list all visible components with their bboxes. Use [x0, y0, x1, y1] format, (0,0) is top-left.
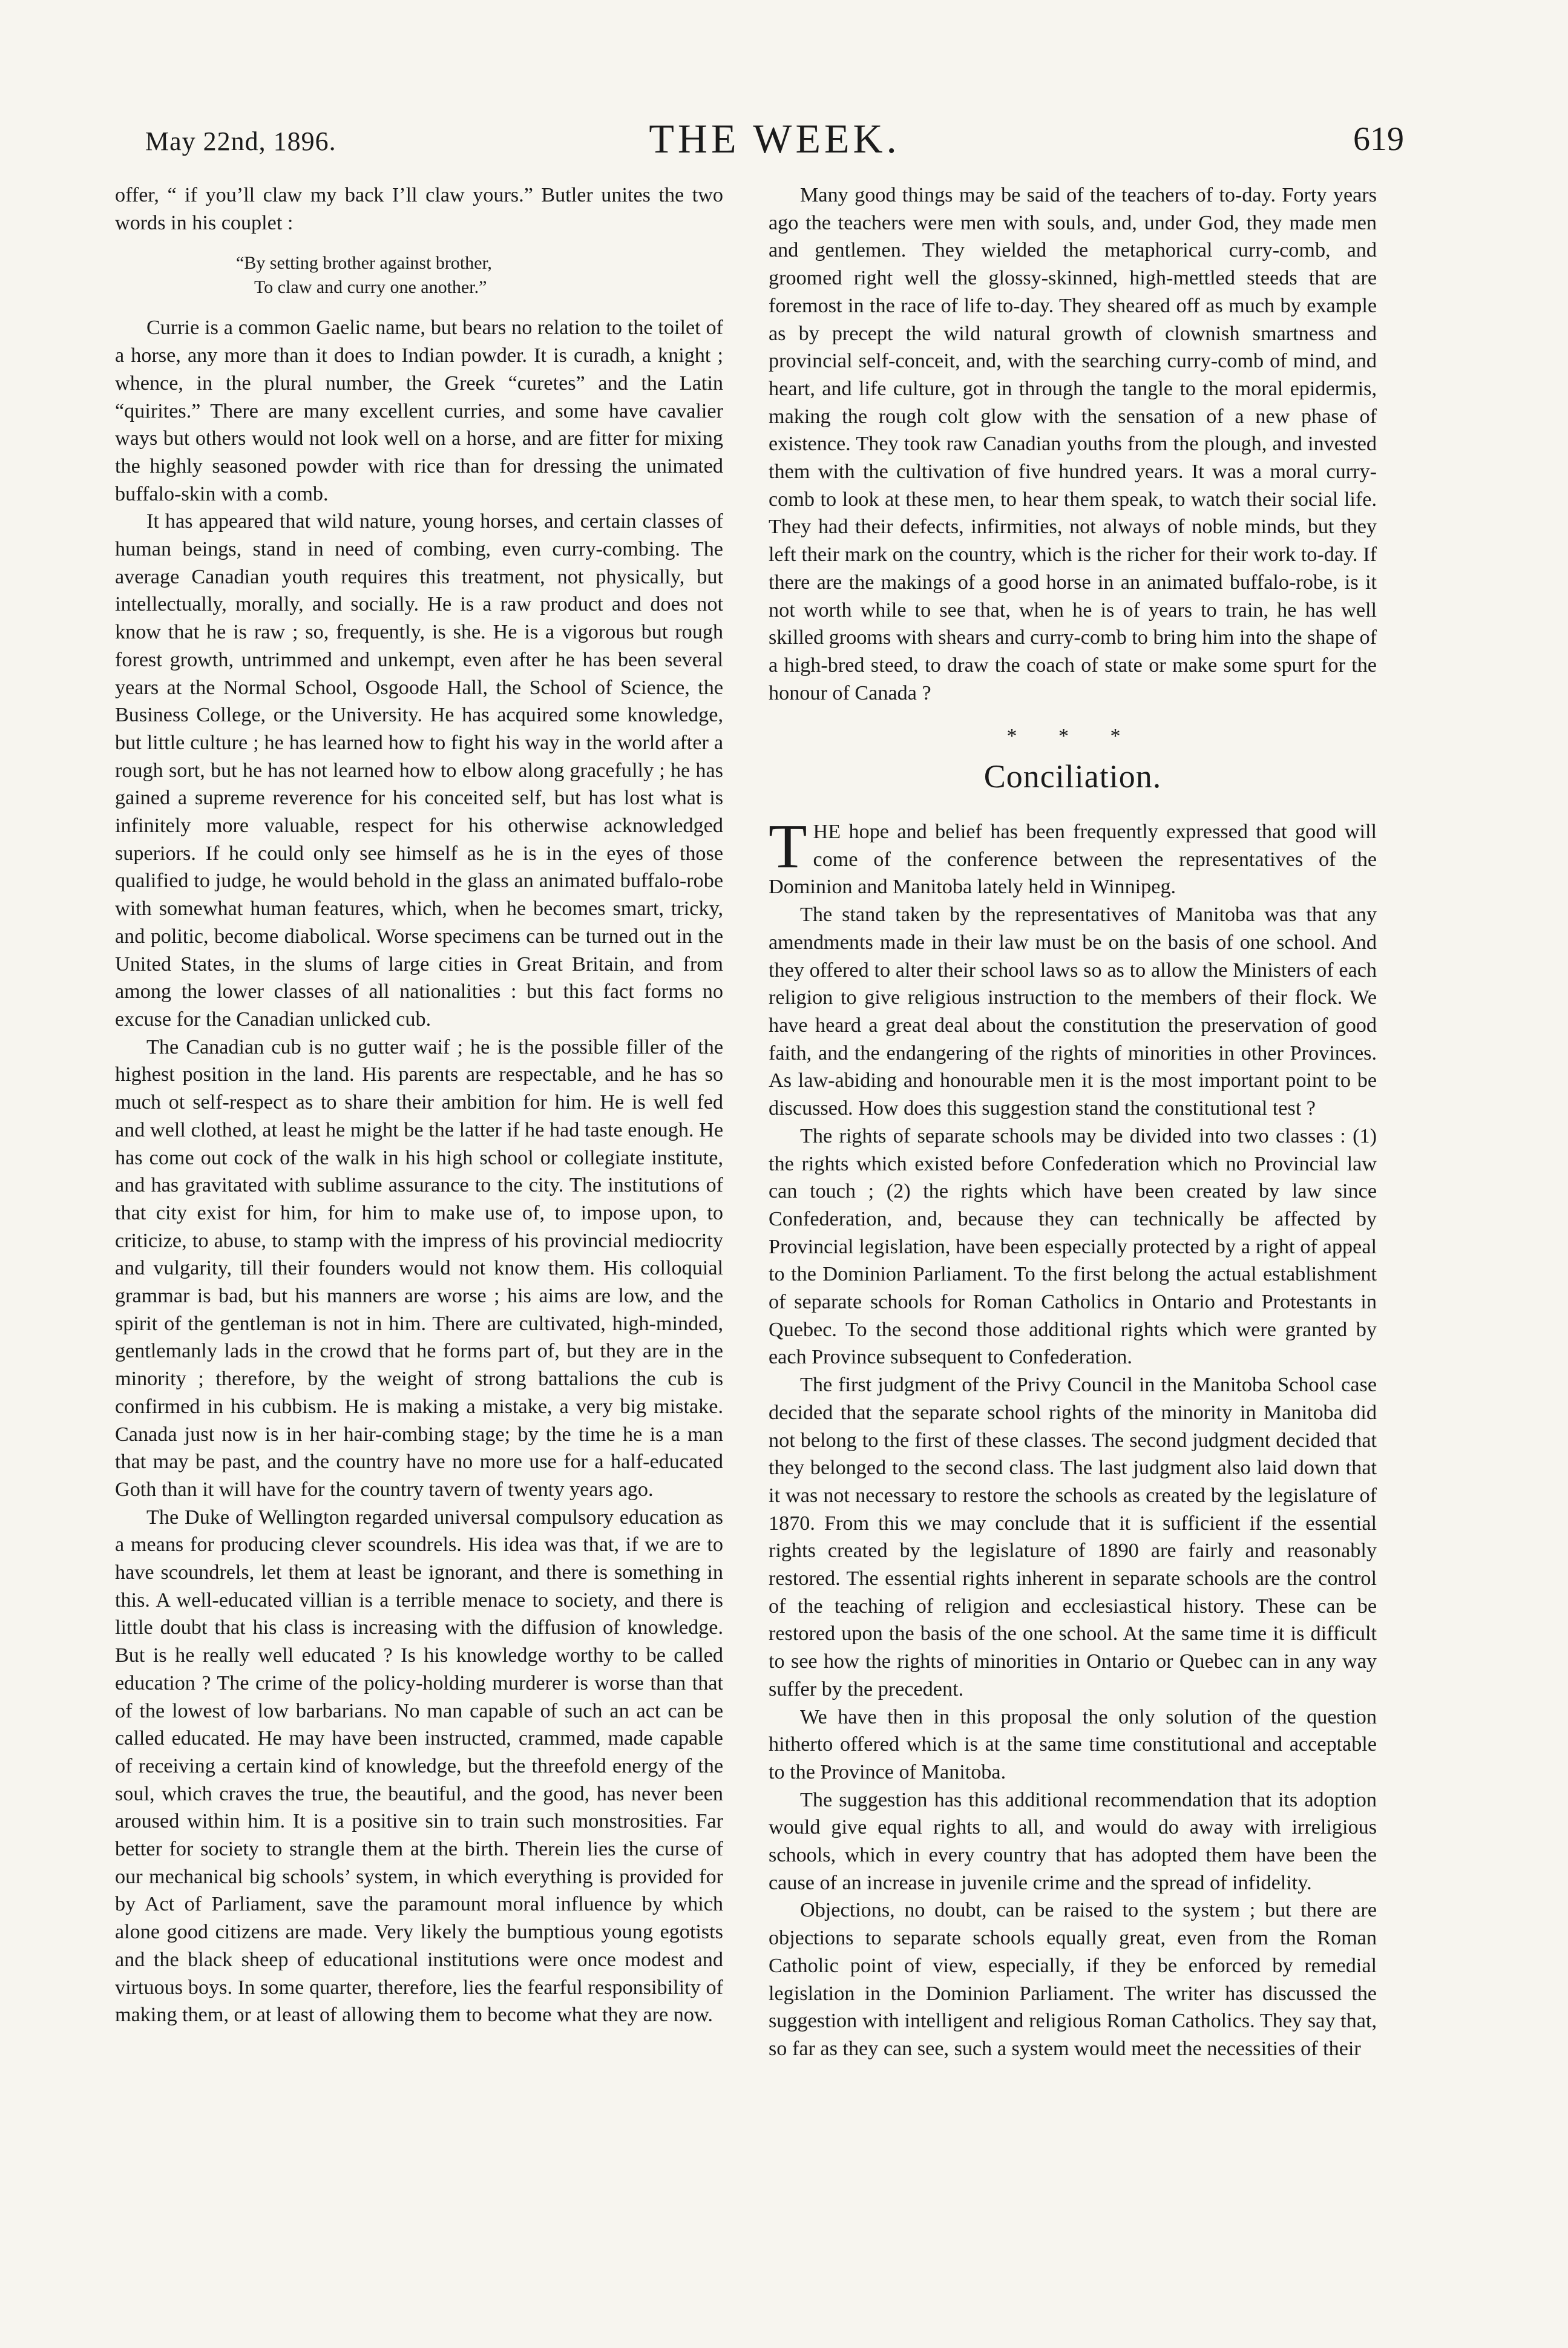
body-paragraph: Currie is a common Gaelic name, but bears no relation to the toilet of a horse, any more than it does to Indian powder. It is curadh, a knight ; whence, in the plural number, the Greek “curetes” and the Latin “quirites.” There are many excellent curries, and some have cavalier ways but others would not look well on a horse, and are fitter for mixing the highly seasoned powder with rice than for dressing the unimated buffalo-skin with a comb. — [115, 316, 723, 505]
body-paragraph: The Canadian cub is no gutter waif ; he is the possible filler of the highest position in the land. His parents are respectable, and he has so much ot self-respect as to share their ambition for him. He is well fed and well clothed, at least he might be the latter if he had taste enough. He has come out cock of the walk in his high school or collegiate institute, and has gravitated with sublime assurance to the city. The institutions of that city exist for him, for him to make use of, to impose upon, to criticize, to abuse, to stamp with the impress of his provincial mediocrity and vulgarity, till their founders would not know them. His colloquial grammar is bad, but his manners are worse ; his aims are low, and the spirit of the gentleman is not in him. There are cultivated, high-minded, gentlemanly lads in the crowd that he forms part of, but they are in the minority ; therefore, by the weight of strong battalions the cub is confirmed in his cubbism. He is making a mistake, a very big mistake. Canada just now is in her hair-combing stage; by the time he is a man that may be past, and the country have no more use for a half-educated Goth than it will have for the country tavern of twenty years ago. — [115, 1035, 723, 1501]
body-paragraph: It has appeared that wild nature, young horses, and certain classes of human beings, stand in need of combing, even curry-combing. The average Canadian youth requires this treatment, not physically, but intellectually, morally, and socially. He is a raw product and does not know that he is raw ; so, frequently, is she. He is a vigorous but rough forest growth, untrimmed and unkempt, even after he has been several years at the Normal School, Osgoode Hall, the School of Science, the Business College, or the University. He has acquired some knowledge, but little culture ; he has learned how to fight his way in the world after a rough sort, but he has not learned how to elbow along gracefully ; he has gained a supreme reverence for his conceited self, but has lost what is infinitely more valuable, respect for his otherwise acknowledged superiors. If he could only see himself as he is in the eyes of those qualified to judge, he would behold in the glass an animated buffalo-robe with somewhat human features, which, when he becomes smart, tricky, and politic, become diabolical. Worse specimens can be turned out in the United States, in the slums of large cities in Great Britain, and from among the lower classes of all nationalities : but this fact forms no excuse for the Canadian unlicked cub. — [115, 510, 723, 1031]
left-column — [115, 182, 723, 2029]
verse-line: “By setting brother against brother, — [236, 253, 492, 274]
drop-cap: T — [769, 812, 807, 882]
body-paragraph: The first judgment of the Privy Council in the Manitoba School case decided that the separate school rights of the minority in Manitoba did not belong to the first of these classes. The second judgment decided that they belonged to the second class. The last judgment also laid down that it was not necessary to restore the schools as created by the legislature of 1870. From this we may conclude that it is sufficient if the essential rights created by the legislature of 1890 are fairly and reasonably restored. The essential rights inherent in separate schools are the control of the teaching of religion and ecclesiastical history. These can be restored upon the basis of the one school. At the same time it is difficult to see how the rights of minorities in Ontario or Quebec can in any way suffer by the precedent. — [769, 1374, 1377, 1700]
body-paragraph: The Duke of Wellington regarded universal compulsory education as a means for producing clever scoundrels. His idea was that, if we are to have scoundrels, let them at least be ignorant, and there is something in this. A well-educated villian is a terrible menace to society, and there is little doubt that his class is increasing with the diffusion of knowledge. But is he really well educated ? Is his knowledge worthy to be called education ? The crime of the policy-holding murderer is worse than that of the lowest of low barbarians. No man capable of such an act can be called educated. He may have been instructed, crammed, made capable of receiving a certain kind of knowledge, but the threefold energy of the soul, which craves the true, the beautiful, and the good, has never been aroused within him. It is a positive sin to train such monstrosities. Far better for society to strangle them at the birth. Therein lies the curse of our mechanical big schools’ system, in which everything is provided for by Act of Parliament, save the paramount moral influence by which alone good citizens are made. Very likely the bumptious young egotists and the black sheep of educational institutions were once modest and virtuous boys. In some quarter, therefore, lies the fearful responsibility of making them, or at least of allowing them to become what they are now. — [115, 1506, 723, 2027]
verse-quote — [115, 251, 723, 300]
body-paragraph: The suggestion has this additional recommendation that its adoption would give equal rights to all, and would do away with irreligious schools, which in every country that has adopted them have been the cause of an increase in juvenile crime and the spread of infidelity. — [769, 1788, 1377, 1894]
intro-paragraph: offer, “ if you’ll claw my back I’ll claw yours.” Butler unites the two words in his couplet : — [115, 184, 723, 234]
page-number: 619 — [1353, 120, 1404, 158]
opening-paragraph — [769, 812, 1377, 901]
issue-date: May 22nd, 1896. — [145, 126, 336, 156]
verse-line: To claw and curry one another.” — [254, 277, 487, 298]
publication-title: THE WEEK. — [649, 116, 900, 162]
section-heading: Conciliation. — [983, 758, 1162, 795]
body-paragraph: The rights of separate schools may be divided into two classes : (1) the rights which existed before Confederation which no Provincial law can touch ; (2) the rights which have been created by law since Confederation, and, because they can technically be affected by Provincial legislation, have been especially protected by a right of appeal to the Dominion Parliament. To the first belong the actual establishment of separate schools for Roman Catholics in Ontario and Protestants in Quebec. To the second those additional rights which were granted by each Province subsequent to Confederation. — [769, 1124, 1377, 1369]
body-paragraph: Many good things may be said of the teachers of to-day. Forty years ago the teachers were men with souls, and, under God, they made men and gentlemen. They wielded the metaphorical curry-comb, and groomed right well the glossy-skinned, high-mettled steeds that are foremost in the race of life to-day. They sheared off as much by example as by precept the wild natural growth of clownish smartness and provincial self-conceit, and, with the searching curry-comb of mind, and heart, and life culture, got in through the tangle to the moral epidermis, making the rough colt glow with the sensation of a new phase of existence. They took raw Canadian youths from the plough, and invested them with the cultivation of five hundred years. It was a moral curry-comb to look at these men, to hear them speak, to watch their social life. They had their defects, infirmities, not always of noble minds, but they left their mark on the country, which is the richer for their work to-day. If there are the makings of a good horse in an animated buffalo-robe, is it not worth while to see that, when he is of years to train, he has well skilled grooms with shears and curry-comb to bring him into the shape of a high-bred steed, to draw the coach of state or make some spurt for the honour of Canada ? — [769, 184, 1377, 704]
section-separator: * * * — [1006, 725, 1139, 748]
body-paragraph: We have then in this proposal the only solution of the question hitherto offered which is at the same time constitutional and acceptable to the Province of Manitoba. — [769, 1705, 1377, 1783]
body-paragraph: The stand taken by the representatives of Manitoba was that any amendments made in their law must be on the basis of one school. And they offered to alter their school laws so as to allow the Ministers of each religion to give religious instruction to the members of their flock. We have heard a great deal about the constitution the preservation of good faith, and the endangering of the rights of minorities in other Provinces. As law-abiding and honourable men it is the most important point to be discussed. How does this suggestion stand the constitutional test ? — [769, 903, 1377, 1120]
opening-text: HE hope and belief has been frequently expressed that good will come of the conference between the representatives of the Dominion and Manitoba lately held in Winnipeg. — [769, 821, 1377, 899]
body-paragraph: Objections, no doubt, can be raised to the system ; but there are objections to separate schools equally great, even from the Roman Catholic point of view, especially, if they be enforced by remedial legislation in the Dominion Parliament. The writer has discussed the suggestion with intelligent and religious Roman Catholics. They say that, so far as they can see, such a system would meet the necessities of their — [769, 1899, 1377, 2060]
right-column — [769, 182, 1377, 2063]
page-header — [145, 115, 1404, 169]
